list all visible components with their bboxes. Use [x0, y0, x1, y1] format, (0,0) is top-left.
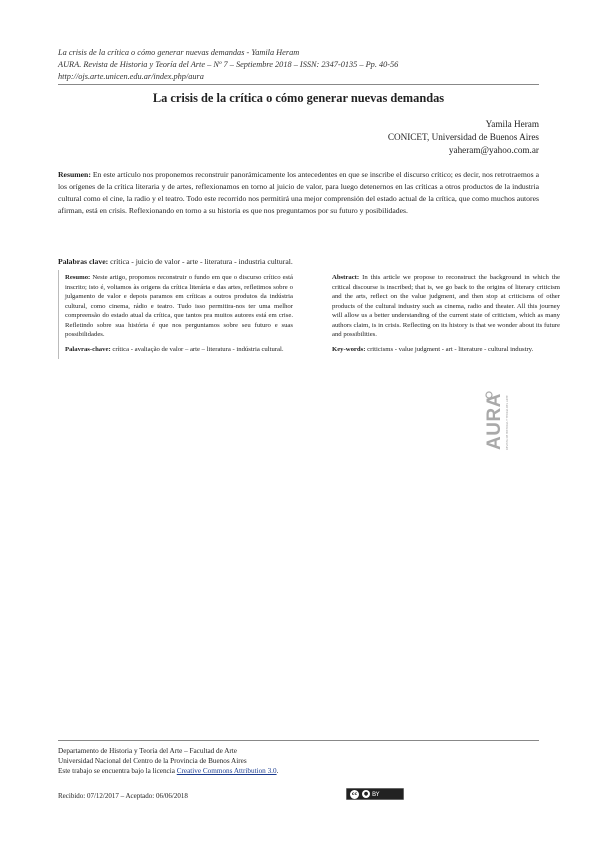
running-header	[58, 47, 538, 83]
palavras-chave-label: Palavras-chave:	[65, 345, 111, 353]
keywords	[332, 345, 560, 355]
palabras-clave-label: Palabras clave:	[58, 257, 109, 266]
resumo-text: Neste artigo, propomos reconstruir o fundo em que o discurso crítico está inscrito; isto é, voltamos às origens da crítica literária e das artes, refletimos sobre o julgamento de valor e depois paramos em críticas a outros produtos da indústria cultural, como cinema, rádio e teatro. Tudo isso permitira-nos ter uma melhor compreensão do estado atual da crítica, que tantos pra muitos autores está em crise. Refletindo sobre sua história é que nos perguntamos sobre seu futuro e suas possibilidades.	[65, 274, 293, 338]
footer-divider	[58, 740, 539, 741]
author-block	[388, 118, 539, 157]
resumo-column	[58, 270, 299, 359]
keywords-text: criticisms - value judgment - art - literature - cultural industry.	[365, 345, 534, 353]
attribution-person-icon: ●	[363, 791, 369, 797]
seal-word: AURA	[484, 393, 505, 450]
header-journal: AURA. Revista de Historia y Teoría del Arte – Nº 7 – Septiembre 2018 – ISSN: 2347-0135 – Pp. 40-56	[58, 60, 399, 69]
keywords-label: Key-words:	[332, 345, 366, 353]
header-url: http://ojs.arte.unicen.edu.ar/index.php/aura	[58, 72, 204, 81]
resumo-label: Resumo:	[65, 274, 91, 281]
cc-by-label: BY	[372, 790, 380, 798]
header-divider	[58, 84, 539, 85]
abstract-text: In this article we propose to reconstruct the background in which the critical discourse is inscribed; that is, we go back to the origins of literary criticism and the arts, reflect on the value judgment, and then stop at criticisms of other products of the cultural industry such as cinema, radio and theater. All this journey will allow us a better understanding of the current state of criticism, which as many authors claim, is in crisis. Reflecting on its history is that we wonder about its future and possibilities.	[332, 274, 560, 338]
header-citation: La crisis de la crítica o cómo generar nuevas demandas - Yamila Heram	[58, 48, 300, 57]
palabras-clave-text: crítica - juicio de valor - arte - literatura - industria cultural.	[108, 257, 293, 266]
footer-block	[58, 746, 539, 776]
author-email: yaheram@yahoo.com.ar	[448, 145, 539, 155]
resumo-paragraph	[65, 273, 293, 340]
author-affiliation: CONICET, Universidad de Buenos Aires	[387, 132, 539, 142]
aura-journal-seal-icon	[470, 388, 516, 452]
footer-department: Departamento de Historia y Teoría del Arte – Facultad de Arte	[58, 747, 237, 755]
author-name: Yamila Heram	[485, 119, 539, 129]
palavras-chave	[65, 345, 293, 355]
license-prefix: Este trabajo se encuentra bajo la licencia	[58, 767, 177, 775]
submission-dates: Recibido: 07/12/2017 – Aceptado: 06/06/2018	[58, 792, 188, 800]
license-suffix: .	[276, 767, 279, 775]
resumen-text: En este artículo nos proponemos reconstruir panorámicamente los antecedentes en que se inscribe el discurso crítico; es decir, nos retrotraemos a los orígenes de la crítica literaria y de artes, reflexionamos en torno al juicio de valor, para luego detenernos en las críticas a otros productos de la industria cultural como el cine, la radio y el teatro. Todo este recorrido nos permitirá una mejor comprensión del estado actual de la crítica, que como muchos autores afirman, está en crisis. Reflexionando en torno a su historia es que nos preguntamos por su futuro y posibilidades.	[58, 170, 539, 215]
resumen-paragraph	[58, 169, 539, 217]
resumen-label: Resumen:	[58, 170, 91, 179]
footer-license-line	[58, 766, 539, 776]
abstract-label: Abstract:	[332, 274, 360, 281]
seal-caption: REVISTA DE HISTORIA Y TEORÍA DEL ARTE	[506, 395, 509, 450]
license-link[interactable]: Creative Commons Attribution 3.0	[176, 767, 277, 775]
cc-glyph: cc	[351, 791, 358, 797]
creative-commons-icon[interactable]	[346, 788, 404, 800]
footer-university: Universidad Nacional del Centro de la Provincia de Buenos Aires	[58, 757, 247, 765]
palavras-chave-text: crítica - avaliação de valor – arte – literatura - indústria cultural.	[110, 345, 284, 353]
article-title: La crisis de la crítica o cómo generar nuevas demandas	[152, 91, 445, 105]
palabras-clave	[58, 256, 539, 268]
abstract-column	[328, 270, 566, 359]
abstract-paragraph	[332, 273, 560, 340]
